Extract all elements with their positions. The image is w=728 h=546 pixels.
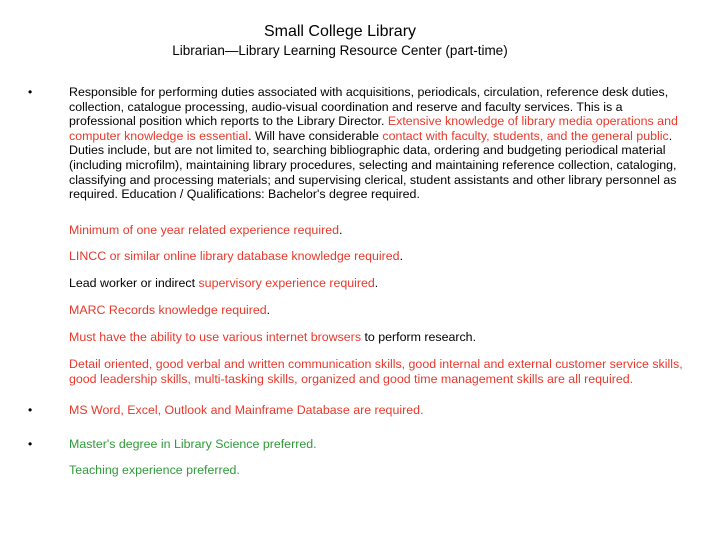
- preferred-masters-text: Master's degree in Library Science preferred.: [69, 437, 317, 451]
- requirement-experience-punct: .: [338, 223, 343, 237]
- responsibilities-paragraph: [69, 85, 689, 202]
- requirement-supervisory-punct: .: [374, 276, 379, 290]
- requirement-supervisory-text: supervisory experience required: [198, 276, 375, 290]
- requirement-supervisory-lead: Lead worker or indirect: [69, 276, 199, 290]
- requirement-marc-text: MARC Records knowledge required: [69, 303, 267, 317]
- bullet-marker: •: [28, 85, 33, 99]
- requirement-supervisory: [69, 276, 689, 291]
- requirement-browsers-tail: to perform research.: [361, 330, 477, 344]
- requirement-browsers-text: Must have the ability to use various internet browsers: [69, 330, 362, 344]
- contact-requirement: contact with faculty, students, and the general public: [382, 128, 669, 143]
- responsibilities-text-3: . Duties include, but are not limited to, searching bibliographic data, ordering and budgeting periodical material (including microfilm), maintaining library procedures, selecting and maintaining reference collection, cataloging, classifying and processing materials; and supervising clerical, student assistants and other library personnel as required. Education / Qualifications: Bachelor's degree required.: [69, 128, 677, 202]
- requirement-skills: [69, 357, 689, 386]
- responsibilities-text-2: . Will have considerable: [248, 128, 383, 143]
- page-subtitle: Librarian—Library Learning Resource Center (part-time): [172, 43, 508, 58]
- requirement-browsers: [69, 330, 689, 345]
- requirement-experience-text: Minimum of one year related experience required: [69, 223, 339, 237]
- preferred-teaching: [69, 463, 689, 478]
- requirement-software-text: MS Word, Excel, Outlook and Mainframe Database are required.: [69, 403, 424, 417]
- requirement-experience: [69, 223, 689, 238]
- bullet-marker: •: [28, 403, 33, 417]
- requirement-lincc-punct: .: [399, 249, 404, 263]
- page-title: Small College Library: [263, 23, 417, 40]
- preferred-teaching-text: Teaching experience preferred.: [69, 463, 240, 477]
- preferred-masters: [69, 437, 689, 452]
- requirement-software: [69, 403, 689, 418]
- requirement-lincc-text: LINCC or similar online library database knowledge required: [69, 249, 400, 263]
- requirement-skills-text: Detail oriented, good verbal and written communication skills, good internal and external customer service skills, good leadership skills, multi-tasking skills, organized and good time management skills are all required.: [69, 357, 683, 386]
- requirement-marc-punct: .: [266, 303, 271, 317]
- bullet-marker: •: [28, 437, 33, 451]
- requirement-marc: [69, 303, 689, 318]
- knowledge-requirement: Extensive knowledge of library media operations and computer knowledge is essential: [69, 114, 678, 143]
- requirement-lincc: [69, 249, 689, 264]
- responsibilities-text: Responsible for performing duties associated with acquisitions, periodicals, circulation, reference desk duties, collection, catalogue processing, audio-visual coordination and reserve and faculty services. This is a professional position which reports to the Library Director.: [69, 85, 669, 129]
